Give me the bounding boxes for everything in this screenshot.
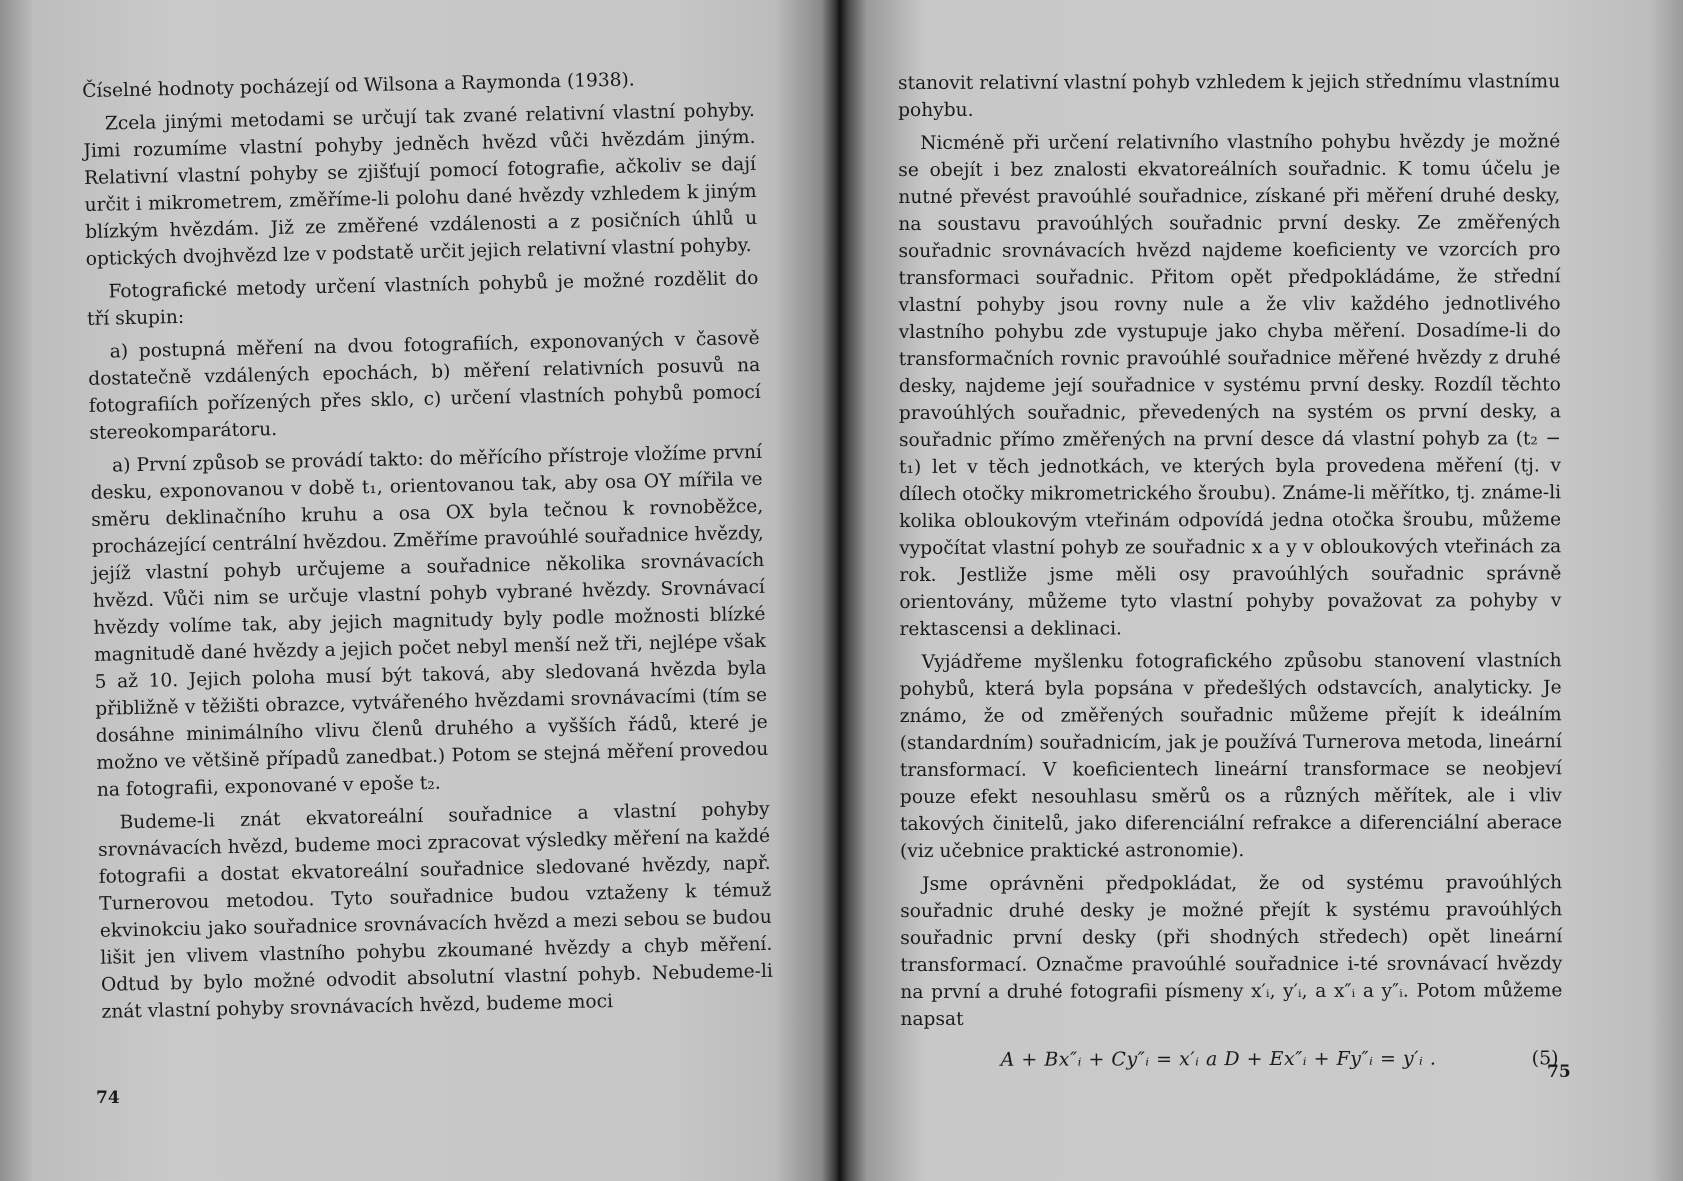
equation-number: (5) (1531, 1047, 1559, 1070)
paragraph: a) postupná měření na dvou fotografiích, exponovaných v časově dostatečně vzdálených epochách, b) měření relativních posuvů na fotografiích pořízených přes sklo, c) určení vlastních pohybů pomocí stereokomparátoru. (88, 327, 761, 444)
left-text-block (82, 64, 774, 1032)
paragraph: Budeme-li znát ekvatoreální souřadnice a vlastní pohyby srovnávacích hvězd, budeme moci zpracovat výsledky měření na každé fotografii a dostat ekvatoreální souřadnice sledované hvězdy, např. Turnerovou metodou. Tyto souřadnice budou vztaženy k témuž ekvinokciu jako souřadnice srovnávacích hvězd a mezi sebou se budou lišit jen vlivem vlastního pohybu zkoumané hvězdy a chyb měření. Odtud by bylo možné odvodit absolutní vlastní pohyb. Nebudeme-li znát vlastní pohyby srovnávacích hvězd, budeme moci (97, 798, 774, 1023)
equation-expression: A + Bx″ᵢ + Cy″ᵢ = x′ᵢ a D + Ex″ᵢ + Fy″ᵢ = y′ᵢ . (1000, 1047, 1437, 1071)
paragraph: Jsme oprávněni předpokládat, že od systému pravoúhlých souřadnic druhé desky je možné přejít k systému pravoúhlých souřadnic první desky (při shodných středech) opět lineární transformací. Označme pravoúhlé souřadnice i-té srovnávací hvězdy na první a druhé fotografii písmeny x′ᵢ, y′ᵢ, a x″ᵢ a y″ᵢ. Potom můžeme napsat (900, 872, 1563, 1030)
equation (901, 1045, 1563, 1074)
paragraph: Fotografické metody určení vlastních pohybů je možné rozdělit do tří skupin: (86, 267, 759, 330)
right-page (842, 0, 1683, 1181)
paragraph: stanovit relativní vlastní pohyb vzhledem k jejich střednímu vlastnímu pohybu. (898, 71, 1561, 121)
paragraph: Číselné hodnoty pocházejí od Wilsona a Raymonda (1938). (82, 69, 635, 102)
paragraph: Zcela jinými metodami se určují tak zvané relativní vlastní pohyby. Jimi rozumíme vlastní pohyby jedněch hvězd vůči hvězdám jiným. Relativní vlastní pohyby se zjišťují pomocí fotografie, ačkoliv se dají určit i mikrometrem, změříme-li polohu dané hvězdy vzhledem k jiným blízkým hvězdám. Již ze změřené vzdálenosti a z posičních úhlů u optických dvojhvězd lze v podstatě určit jejich relativní vlastní pohyby. (83, 99, 758, 270)
paragraph: Vyjádřeme myšlenku fotografického způsobu stanovení vlastních pohybů, která byla popsána v předešlých odstavcích, analyticky. Je známo, že od změřených souřadnic můžeme přejít k ideálním (standardním) souřadnicím, jak je používá Turnerova metoda, lineární transformací. V koeficientech lineární transformace se neobjeví pouze efekt nesouhlasu směrů os a různých měřítek, ale i vliv takových činitelů, jako diferenciální refrakce a diferenciální aberace (viz učebnice praktické astronomie). (899, 650, 1563, 862)
left-page (0, 0, 820, 1181)
page-number: 74 (96, 1088, 120, 1108)
paragraph: a) První způsob se provádí takto: do měřícího přístroje vložíme první desku, exponovanou v době t₁, orientovanou tak, aby osa OY mířila ve směru deklinačního kruhu a osa OX byla tečnou k rovnoběžce, procházející centrální hvězdou. Změříme pravoúhlé souřadnice hvězdy, jejíž vlastní pohyb určujeme a souřadnice několika srovnávacích hvězd. Vůči nim se určuje vlastní pohyb vybrané hvězdy. Srovnávací hvězdy volíme tak, aby jejich magnitudy byly podle možnosti blízké magnitudě dané hvězdy a jejich počet nebyl menší než tři, nejlépe však 5 až 10. Jejich poloha musí být taková, aby sledovaná hvězda byla přibližně v těžišti obrazce, vytvářeného hvězdami srovnávacími (tím se dosáhne minimálního vlivu členů druhého a vyšších řádů, které je možno ve většině případů zanedbat.) Potom se stejná měření provedou na fotografii, exponované v epoše t₂. (90, 441, 769, 801)
paragraph: Nicméně při určení relativního vlastního pohybu hvězdy je možné se obejít i bez znalosti ekvatoreálních souřadnic. K tomu účelu je nutné převést pravoúhlé souřadnice, získané při měření druhé desky, na soustavu pravoúhlých souřadnic první desky. Ze změřených souřadnic srovnávacích hvězd najdeme koeficienty ve vzorcích pro transformaci souřadnic. Přitom opět předpokládáme, že střední vlastní pohyby jsou rovny nule a že vliv každého jednotlivého vlastního pohybu zde vystupuje jako chyba měření. Dosadíme-li do transformačních rovnic pravoúhlé souřadnice měřené hvězdy z druhé desky, najdeme její souřadnice v systému první desky. Rozdíl těchto pravoúhlých souřadnic, převedených na systém os první desky, a souřadnic přímo změřených na první desce dá vlastní pohyb za (t₂ − t₁) let v těch jednotkách, ve kterých byla provedena měření (tj. v dílech otočky mikrometrického šroubu). Známe-li měřítko, tj. známe-li kolika obloukovým vteřinám odpovídá jedna otočka šroubu, můžeme vypočítat vlastní pohyb ze souřadnic x a y v obloukových vteřinách za rok. Jestliže jsme měli osy pravoúhlých souřadnic správně orientovány, můžeme tyto vlastní pohyby považovat za pohyby v rektascensi a deklinaci. (898, 131, 1562, 640)
page-number: 75 (1547, 1062, 1571, 1082)
right-text-block (898, 68, 1563, 1074)
